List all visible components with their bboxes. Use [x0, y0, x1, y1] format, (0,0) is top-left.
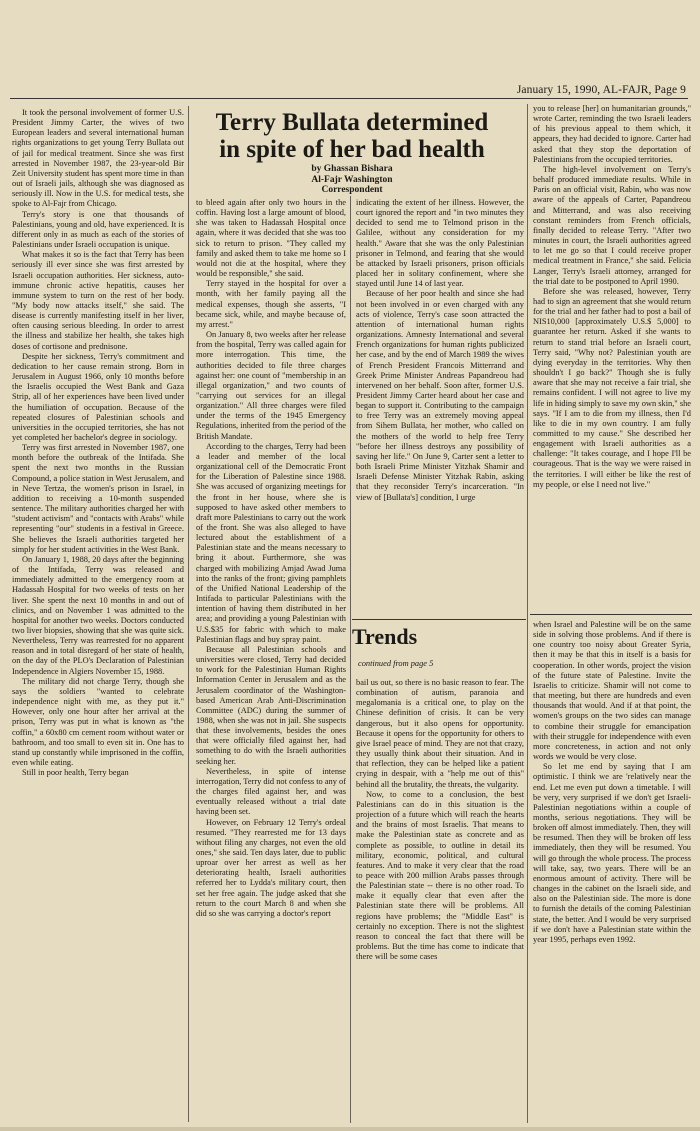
paragraph: when Israel and Palestine will be on the same side in solving those problems. And if there is one country too noisy about Greater Syria, then it may be that this in itself is a basis for cooperation. In other words, project the vision of the future state of Palestine. Invite the Israelis to criticize. Shamir will not come to that meeting, but there are hundreds and even thousands that would. And if at that point, the women's groups on the two sides can manage to combine their struggle for emancipation with their struggle for independence with even more concreteness, in action and not only words we would be very close.	[533, 620, 691, 762]
paragraph: to bleed again after only two hours in the coffin. Having lost a large amount of blood, she was taken to Hadassah Hospital once again, where it was decided that she was too sick to return to prison. "They called my family and asked them to take me home so I would not die at the hospital, where they would be responsible," she said.	[196, 198, 346, 279]
header-rule	[10, 98, 688, 99]
byline	[196, 164, 508, 196]
section-divider	[530, 614, 692, 615]
column-rule	[188, 106, 189, 1122]
paragraph: Terry was first arrested in November 1987, one month before the outbreak of the Intifada. She spent the next two months in the Russian Compound, a police station in West Jerusalem, and in Neve Tertza, the women's prison in Israel, in addition to receiving a 10-month suspended sentence. The military authorities charged her with "student activism" and "contacts with Arabs" while representing "our" students in a festival in Greece. She believes the Israeli authorities targeted her simply for her student activities in the West Bank.	[12, 443, 184, 554]
paragraph: Now, to come to a conclusion, the best Palestinians can do in this situation is the projection of a future which will reach the hearts and the brains of most Israelis. That means to make the Palestinian state as concrete and as complete as possible, to outline in detail its military, economic, political, and cultural features. And to make it very clear that the road to peace with 200 million Arabs passes through the Palestinian state -- there is no other road. To make it equally clear that even after the Palestinian state there will be problems. All regions have problems; the "Middle East" is certainly no exception. There is not the slightest reason to conceal the fact that there will be problems. But the time has come to indicate that there will be some cases	[356, 789, 524, 962]
trends-column-2	[533, 620, 691, 1123]
paragraph: On January 1, 1988, 20 days after the beginning of the Intifada, Terry was released and immediately admitted to the emergency room at Hadassah Hospital for two weeks of tests on her liver. She spent the next 10 months in and out of clinics, and on November 1 was admitted to the hospital for another two weeks. Doctors conducted two liver biopsies, showing that she was quite sick. Nevertheless, Terry was rearrested for no apparent reason and in total disregard of her state of health, on the day of the PLO's Declaration of Palestinian Independence in Algiers November 15, 1988.	[12, 554, 184, 676]
paragraph: On January 8, two weeks after her release from the hospital, Terry was called again for more interrogation. This time, the authorities decided to file three charges against her: one count of "membership in an illegal organization," and two counts of "carrying out services for an illegal organization." All three charges were filed under the terms of the 1945 Emergency Regulations, inherited from the period of the British Mandate.	[196, 330, 346, 441]
byline-author: by Ghassan Bishara	[311, 164, 393, 174]
paragraph: It took the personal involvement of former U.S. President Jimmy Carter, the wives of two European leaders and several international human rights organizations to get young Terry Bullata out of jail for medical treatment. Since she was first arrested in November 1987, the 23-year-old Bir Zeit University student has spent more time in than out of Israeli jails, although she was diagnosed as seriously ill. Now in the U.S. for medical tests, she spoke to Al-Fajr from Chicago.	[12, 108, 184, 209]
trends-header	[352, 624, 526, 650]
column-rule	[350, 196, 351, 1123]
section-divider	[352, 619, 526, 620]
headline-line-2: in spite of her bad health	[219, 135, 485, 163]
article-headline	[196, 110, 508, 164]
article-column-3	[356, 198, 524, 606]
byline-role: Correspondent	[321, 185, 383, 196]
paragraph: Terry stayed in the hospital for over a month, with her family paying all the medical expenses, though she asserts, "I became sick, while, and maybe because of, my arrest."	[196, 279, 346, 329]
paragraph: What makes it so is the fact that Terry has been seriously ill ever since she was first arrested by Israeli occupation authorities. Her sickness, auto-immune chronic active hepatitis, causes her immune system to turn on the rest of her body. "My body now attacks itself," she said. The disease is currently manifesting itself in her liver, often causing serious bleeding. In order to arrest the illness and stabilize her health, she takes high doses of cortisone and prednisone.	[12, 250, 184, 351]
trends-column-1	[356, 678, 524, 1123]
paragraph: Nevertheless, in spite of intense interrogation, Terry did not confess to any of the charges filed against her, and was eventually released without a trial date having been set.	[196, 766, 346, 817]
continued-note: continued from page 5	[358, 659, 434, 668]
paragraph: Despite her sickness, Terry's commitment and dedication to her cause remain strong. Born in Jerusalem in August 1966, only 10 months before the Israelis occupied the West Bank and Gaza Strip, all of her experiences have been lived under the humiliation of occupation. Because of the repeated closures of Palestinian schools and universities in the occupied territories, she has not yet completed her bachelor's degree in sociology.	[12, 351, 184, 442]
trends-title: Trends	[352, 624, 418, 649]
paragraph: you to release [her] on humanitarian grounds," wrote Carter, reminding the two Israeli leaders of his previous appeal to them which, it appears, they had decided to ignore. Carter had asked that they stop the deportation of Palestinians from the occupied territories.	[533, 104, 691, 164]
page-edge	[0, 1127, 700, 1131]
paragraph: However, on February 12 Terry's ordeal resumed. "They rearrested me for 13 days without filing any charges, not even the old ones," she said. Ten days later, due to public uproar over her arrest as well as her deteriorating health, Israeli authorities referred her to Lydda's military court, then set her free again. The judge asked that she return to the court March 8 and when she did so she was carrying a doctor's report	[196, 817, 346, 918]
paragraph: The military did not charge Terry, though she says the soldiers "wanted to celebrate independence night with me, as they put it." However, only one hour after her arrival at the prison, Terry was put in what is known as "the coffin," a 60x80 cm cement room without water or bathroom, and too small to even sit in. One has to stand up constantly while imprisoned in the coffin, even while eating.	[12, 676, 184, 767]
page-folio: January 15, 1990, AL-FAJR, Page 9	[516, 84, 686, 96]
paragraph: According to the charges, Terry had been a leader and member of the local organizational cell of the Democratic Front for the Liberation of Palestine since 1988. She was accused of organizing meetings for the front in her house, where she is supposed to have asked other members to draft more Palestinians to carry out the work of the front. She was also alleged to have lectured about the establishment of a Palestinian state and the means necessary to bring it about. Furthermore, she was charged with mobilizing Amjad Awad Juma into the ranks of the front; giving pamphlets of the Unified National Leadership of the Intifada to particular Palestinians with the intention of having them distributed in her area; and providing a young Palestinian with U.S.$35 for fabric with which to make Palestinian flags and buy spray paint.	[196, 441, 346, 644]
paragraph: Still in poor health, Terry began	[22, 768, 129, 778]
paragraph: indicating the extent of her illness. However, the court ignored the report and "in two minutes they decided to send me to Telmond prison in the Galilee, without any consideration for my health." Aware that she was the only Palestinian prisoner in Telmond, and fearing that she would be attacked by Israeli prisoners, prison officials placed her in solitary confinement, where she stayed until June 14 of last year.	[356, 198, 524, 289]
paragraph: Because all Palestinian schools and universities were closed, Terry had decided to work for the Palestinian Human Rights Information Center in Jerusalem and as the Jerusalem coordinator of the Washington-based American Arab Anti-Discrimination Committee (ADC) during the summer of 1988, when she was not in jail. She suspects that these involvements, besides the ones that were officially filed against her, had something to do with the Israeli authorities seeking her.	[196, 644, 346, 766]
headline-line-1: Terry Bullata determined	[215, 109, 489, 136]
paragraph: Before she was released, however, Terry had to sign an agreement that she would return for the trial and her father had to post a bail of NIS10,000 [approximately U.S.$ 5,000] to guarantee her return. Asked if she wants to return to stand trial before an Israeli court, Terry said, "Why not? Palestinian youth are dying everyday in the territories. Why then shouldn't I go back?" Though she is fully aware that she may not receive a fair trial, she remains confident. I will not agree to live my life in hiding simply to save my own skin," she says. "If I am to die from my illness, then I'd like to die in my own country. I am fully committed to my cause." She described her engagement with Israeli authorities as a challenge: "It takes courage, and I hope I'll be courageous. That is the way we were raised in the territories. I will either be like the rest of my people, or else I need not live."	[533, 286, 691, 489]
article-column-1	[12, 108, 184, 1123]
paragraph: The high-level involvement on Terry's behalf produced immediate results. While in Paris on an official visit, Rabin, who was now aware of the appeals of Carter, Papandreou and Mitterrand, and was also receiving constant reminders from French officials, finally decided to release Terry. "After two minutes in court, the Israeli authorities agreed to let me go so that I could receive proper medical treatment in France," she said. Felicia Langer, Terry's Israeli attorney, arranged for the trial date to be postponed to April 1990.	[533, 164, 691, 286]
paragraph: Because of her poor health and since she had not been involved in or even charged with any acts of violence, Terry's case soon attracted the attention of international human rights organizations. Amnesty International and several French organizations for human rights publicized her case, and by the end of March 1989 the wives of French President Francois Mitterrand and Greek Prime Minister Andreas Papandreou had intervened on her behalf. Soon after, former U.S. President Jimmy Carter heard about her case and began to support it. Contributing to the campaign to free Terry was an extremely moving appeal from Sihem Bullata, her mother, who called on the mothers of the world to help free Terry "before her illness destroys any possibility of saving her life." On June 9, Carter sent a letter to both Israeli Prime Minister Yitzhak Shamir and Israeli Defense Minister Yitzhak Rabin, asking that they reconsider Terry's incarceration. "In view of [Bullata's] condition, I urge	[356, 289, 524, 502]
paragraph: bail us out, so there is no basic reason to fear. The combination of autism, paranoia and megalomania is a critical one, to play on the Chinese definition of crisis. It can be very dangerous, but it also opens for opportunity. Because it opens for the opportunity for others to give Israel peace of mind. They are not that crazy, they usually think about their situation. And in that reflection, they can be helped like a patient crying in despair, with a "help me out of this" behind all the brutality, the threats, the vulgarity.	[356, 678, 524, 789]
article-column-4	[533, 104, 691, 604]
column-rule	[527, 104, 528, 1123]
paragraph: So let me end by saying that I am optimistic. I think we are 'relatively near the end. Let me even put down a timetable. I will be very, very surprised if we don't get Israeli-Palestinian negotiations within a couple of months, serious negotiations. They will be broken off almost immediately. Then, they will be resumed. Then they will be broken off less immediately, then they will be resumed. You will go through the whole process. The process will take, say, two years. There will be an enormous amount of activity. There will be changes in the cabinet on the Israeli side, and also on the Palestinian side. The more is done to furnish the details of the coming Palestinian state, the better. And I would be very surprised if we don't have a Palestinian state within the year 1995, perhaps even 1992.	[533, 762, 691, 944]
byline-affiliation: Al-Fajr Washington	[311, 174, 393, 185]
paragraph: Terry's story is one that thousands of Palestinians, young and old, have experienced. It is different only in as much as each of the stories of Palestinians under Israeli occupation is unique.	[12, 209, 184, 250]
article-column-2	[196, 198, 346, 1123]
